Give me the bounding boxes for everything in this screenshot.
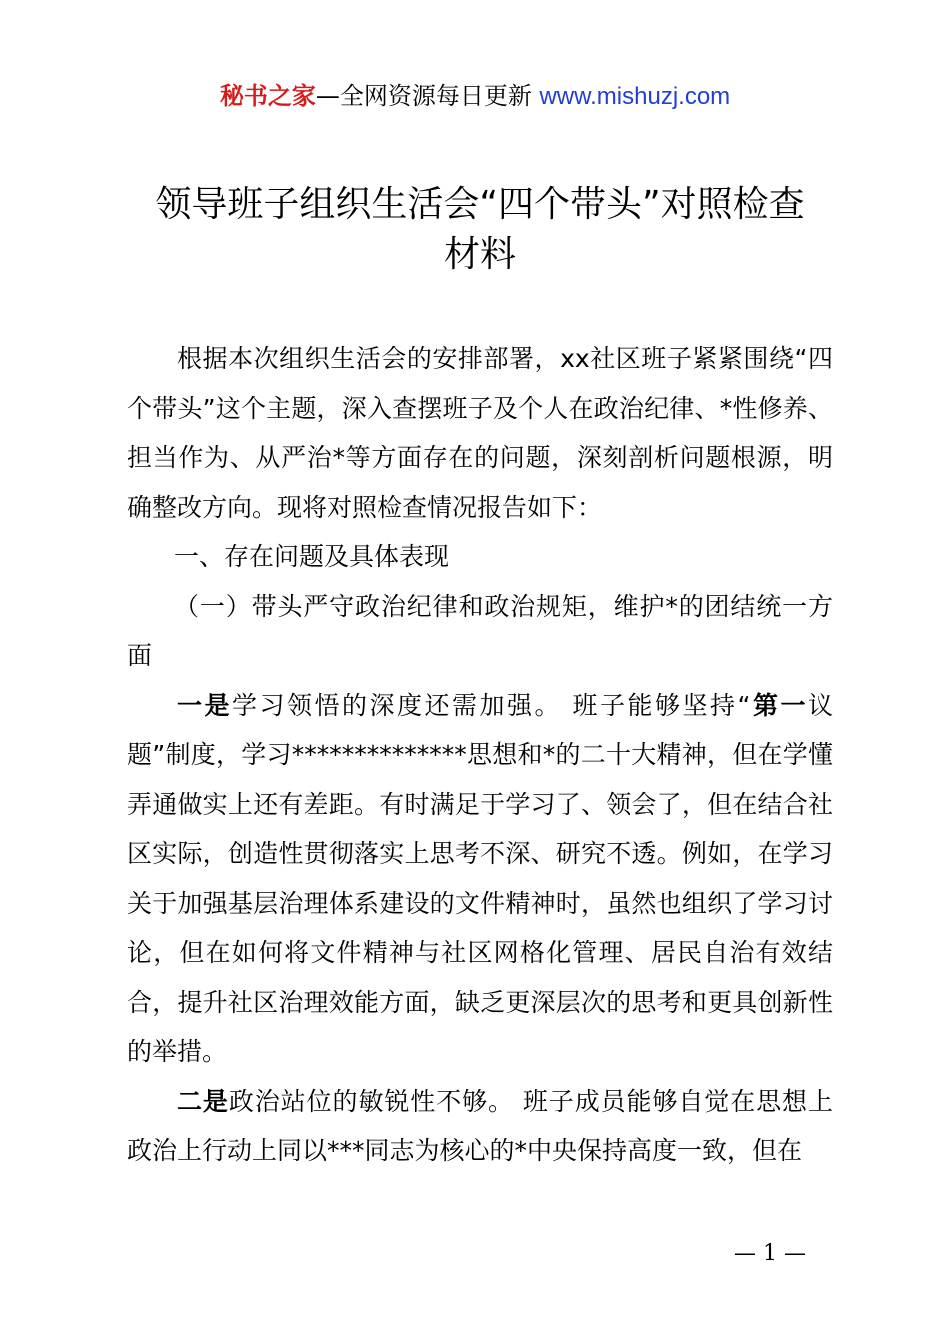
point-summary: 学习领悟的深度还需加强。 [232,690,563,720]
subsection-heading: （一）带头严守政治纪律和政治规矩，维护*的团结统一方面 [127,591,833,670]
site-header [0,80,950,113]
site-brand: 秘书之家 [219,82,316,110]
title-line-2: 材料 [443,234,516,275]
point-paragraph-2 [127,1077,833,1176]
site-slogan: —全网资源每日更新 [315,82,532,110]
document-body [127,334,833,1176]
point-lead: 一是 [177,690,233,720]
point-lead: 二是 [177,1086,229,1116]
point-paragraph-1 [127,681,833,1077]
document-title [130,180,830,280]
section-heading: 一、存在问题及具体表现 [174,542,450,571]
site-url-link[interactable]: www.mishuzj.com [539,83,731,110]
point-summary: 政治站位的敏锐性不够。 [228,1086,514,1116]
point-text: 班子成员能够自觉在思想上政治上行动上同以***同志为核心的*中央保持高度一致，但在 [127,1086,833,1165]
page-number: — 1 — [734,1241,806,1266]
point-text: 班子能够坚持“ [562,690,751,720]
title-line-1: 领导班子组织生活会“四个带头”对照检查 [155,184,805,225]
point-text: 议题”制度，学习**************思想和*的二十大精神，但在学懂弄通做实上还有差距。有时满足于学习了、领会了，但在结合社区实际，创造性贯彻落实上思考不深、研究不透。例如，在学习关于加强基层治理体系建设的文件精神时，虽然也组织了学习讨论，但在如何将文件精神与社区网格化管理、居民自治有效结合，提升社区治理效能方面，缺乏更深层次的思考和更具创新性的举措。 [127,690,833,1066]
point-bold-inline: 第一 [750,690,808,720]
intro-paragraph: 根据本次组织生活会的安排部署，xx社区班子紧紧围绕“四个带头”这个主题，深入查摆班子及个人在政治纪律、*性修养、担当作为、从严治*等方面存在的问题，深刻剖析问题根源，明确整改方向。现将对照检查情况报告如下： [127,344,833,522]
